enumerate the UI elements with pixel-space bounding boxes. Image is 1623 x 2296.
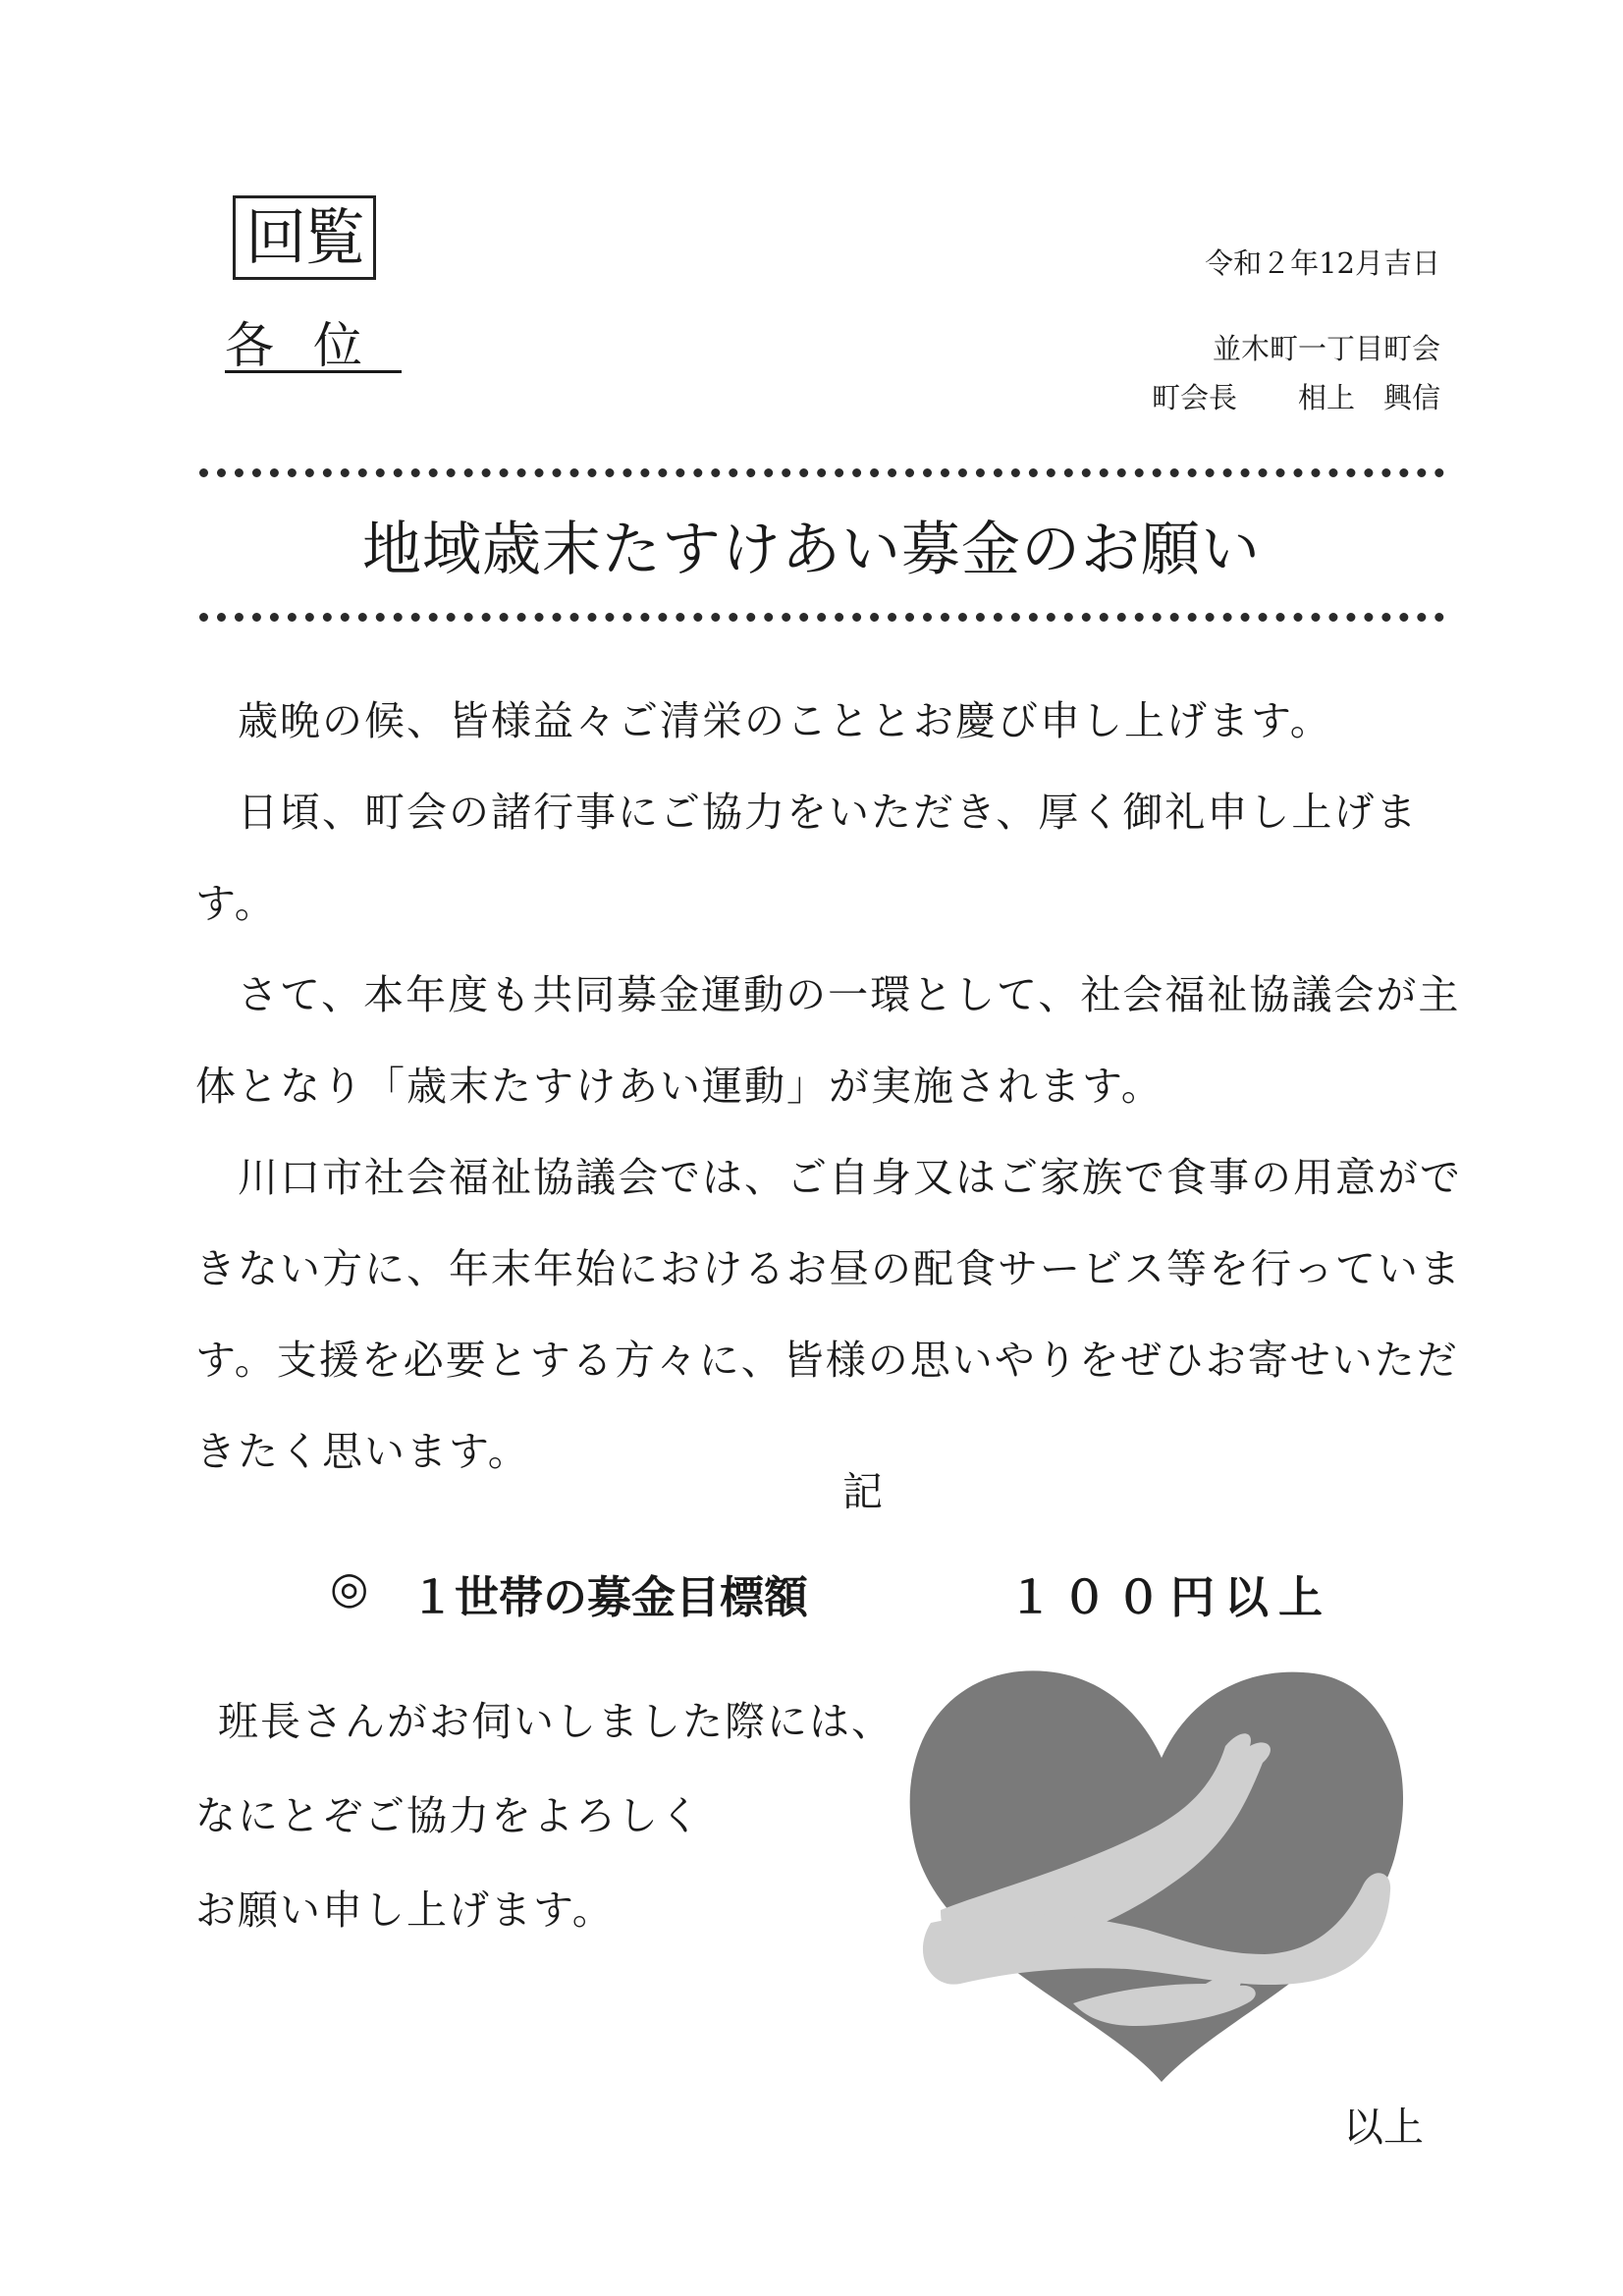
goal-label: １世帯の募金目標額 [410, 1571, 809, 1623]
top-dotted-divider [199, 468, 1444, 477]
ki-heading: 記 [842, 1468, 883, 1515]
body-paragraph: さて、本年度も共同募金運動の一環として、社会福祉協議会が主体となり「歳末たすけあい運動」が実施されます。 [195, 971, 1461, 1110]
issue-date: 令和２年12月吉日 [1205, 246, 1440, 280]
addressee: 各位 [225, 317, 402, 374]
president-line [1152, 376, 1440, 416]
organization-name: 並木町一丁目町会 [1212, 332, 1440, 365]
request-line: 班長さんがお伺いしました際には、 [218, 1698, 893, 1745]
bottom-dotted-divider [199, 613, 1444, 622]
circulation-stamp: 回覧 [233, 195, 376, 280]
body-paragraph: 歳晩の候、皆様益々ご清栄のこととお慶び申し上げます。 [238, 697, 1332, 744]
closing-word: 以上 [1343, 2104, 1424, 2151]
body-paragraph: 川口市社会福祉協議会では、ご自身又はご家族で食事の用意ができない方に、年末年始におけるお昼の配食サービス等を行っています。支援を必要とする方々に、皆様の思いやりをぜひお寄せいただきたく思います。 [195, 1154, 1462, 1475]
request-text [195, 1674, 942, 1957]
request-line: お願い申し上げます。 [195, 1886, 615, 1934]
request-line: なにとぞご協力をよろしく [195, 1792, 702, 1839]
body-text [195, 676, 1462, 1498]
document-title: 地域歳末たすけあい募金のお願い [362, 516, 1261, 584]
president-title: 町会長 [1151, 381, 1237, 414]
heart-hug-icon [901, 1660, 1412, 2088]
president-name: 相上 興信 [1297, 381, 1440, 414]
double-circle-mark: ◎ [330, 1561, 369, 1613]
body-paragraph: 日頃、町会の諸行事にご協力をいただき、厚く御礼申し上げます。 [195, 789, 1419, 927]
goal-value: １００円以上 [1008, 1571, 1333, 1623]
